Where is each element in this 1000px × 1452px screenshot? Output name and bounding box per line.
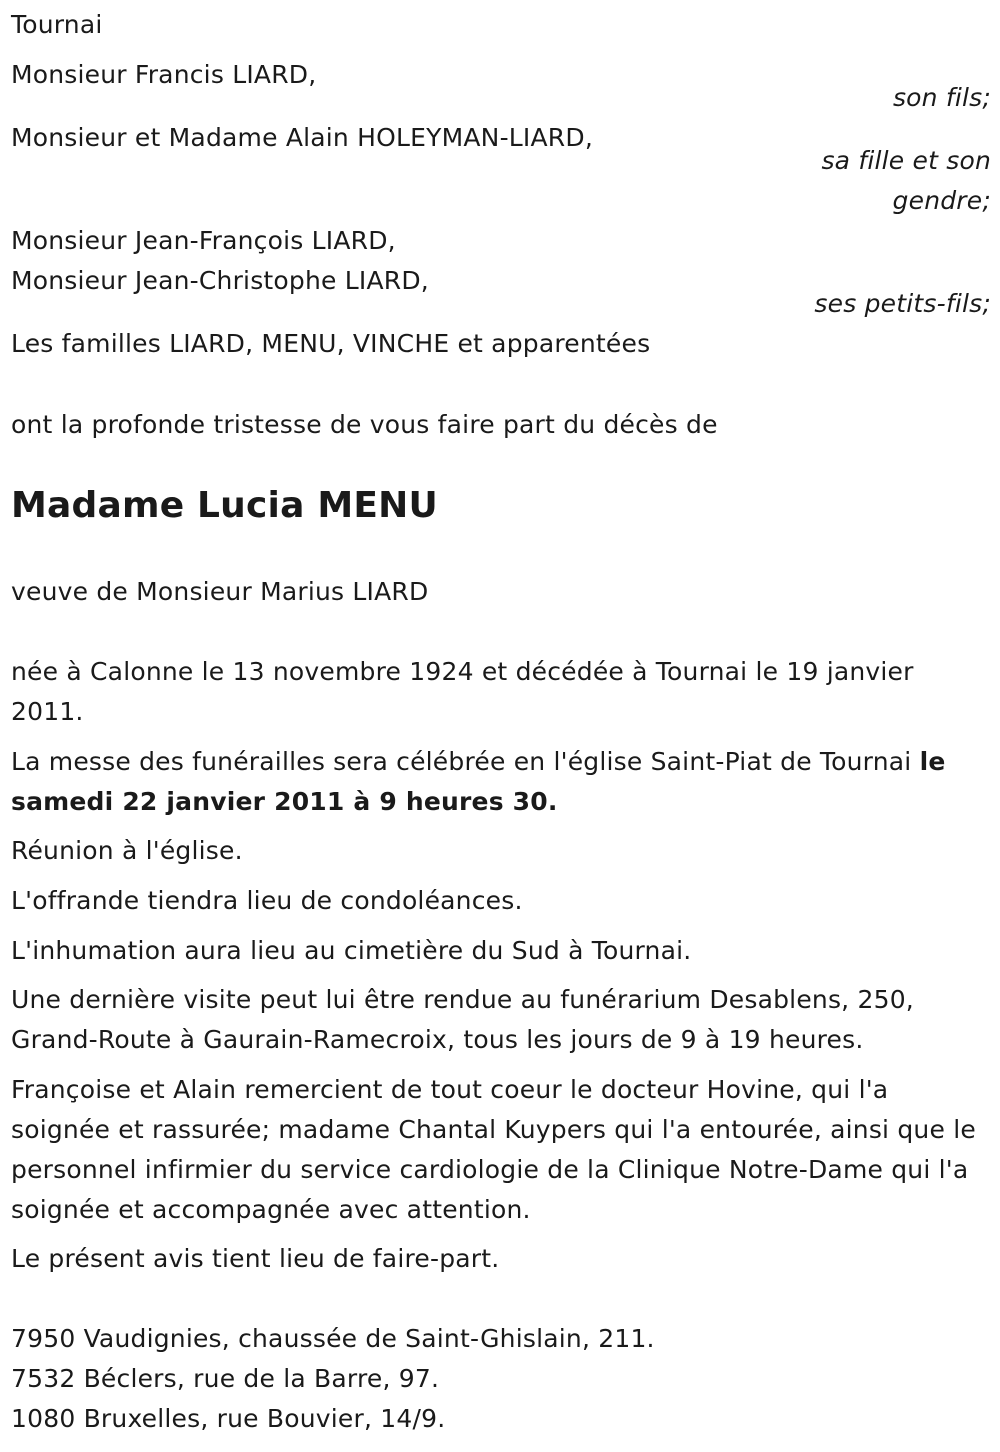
faire-part-text: Le présent avis tient lieu de faire-part. [11,1244,500,1273]
note-offrande: L'offrande tiendra lieu de condoléances. [11,886,523,915]
announcement-text: ont la profonde tristesse de vous faire part du décès de [11,410,718,439]
relation-son-in-law: gendre; [892,186,991,215]
birth-death-text: née à Calonne le 13 novembre 1924 et décédée à Tournai le 19 janvier 2011. [11,657,914,726]
family-member-francis: Monsieur Francis LIARD, [11,60,317,89]
deceased-name: Madame Lucia MENU [11,485,438,526]
family-member-jean-francois: Monsieur Jean-François LIARD, [11,226,396,255]
note-inhumation: L'inhumation aura lieu au cimetière du Sud à Tournai. [11,936,692,965]
funeral-paragraph [11,742,991,822]
widow-of-text: veuve de Monsieur Marius LIARD [11,577,429,606]
relation-son: son fils; [892,83,991,112]
family-member-jean-christophe: Monsieur Jean-Christophe LIARD, [11,266,429,295]
city-label: Tournai [11,10,103,39]
family-member-holeyman: Monsieur et Madame Alain HOLEYMAN-LIARD, [11,123,593,152]
funeral-date: le samedi 22 janvier 2011 à 9 heures 30. [11,747,946,816]
thanks-text: Françoise et Alain remercient de tout coeur le docteur Hovine, qui l'a soignée et rassurée; madame Chantal Kuypers qui l'a entourée, ainsi que le personnel infirmier du service cardiologie de la Clinique Notre-Dame qui l'a soignée et accompagnée avec attention. [11,1075,976,1224]
address-beclers: 7532 Béclers, rue de la Barre, 97. [11,1364,440,1393]
relation-grandsons: ses petits-fils; [814,289,991,318]
visit-text: Une dernière visite peut lui être rendue au funérarium Desablens, 250, Grand-Route à Gaurain-Ramecroix, tous les jours de 9 à 19 heures. [11,985,914,1054]
address-bruxelles: 1080 Bruxelles, rue Bouvier, 14/9. [11,1404,446,1433]
families-line: Les familles LIARD, MENU, VINCHE et apparentées [11,329,651,358]
note-reunion: Réunion à l'église. [11,836,243,865]
funeral-text: La messe des funérailles sera célébrée en l'église Saint-Piat de Tournai [11,747,920,776]
address-vaudignies: 7950 Vaudignies, chaussée de Saint-Ghislain, 211. [11,1324,655,1353]
relation-daughter: sa fille et son [821,146,991,175]
